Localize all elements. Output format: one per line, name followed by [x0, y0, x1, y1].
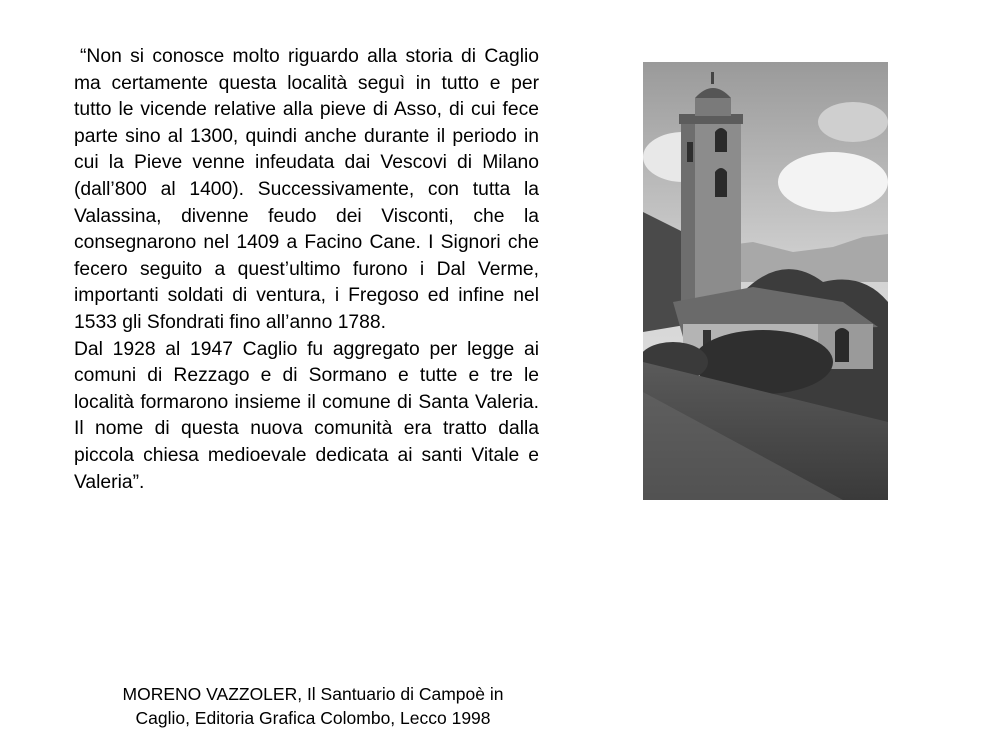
citation-line-2: Caglio, Editoria Grafica Colombo, Lecco 1998: [135, 708, 491, 728]
citation: [74, 682, 552, 730]
tower-window: [715, 168, 727, 197]
cloud: [818, 102, 888, 142]
tower-cross: [711, 72, 714, 84]
church-photo: [643, 62, 888, 500]
church-illustration: [643, 62, 888, 500]
tower-lantern: [695, 98, 731, 116]
tower-window: [687, 142, 693, 162]
cloud: [778, 152, 888, 212]
quote-paragraph-2: Dal 1928 al 1947 Caglio fu aggregato per legge ai comuni di Rezzago e di Sormano e tutte e tre le località formarono insieme il comune di Santa Valeria. Il nome di questa nuova comunità era tratto dalla piccola chiesa medioevale dedicata ai santi Vitale e Valeria”.: [74, 338, 539, 493]
citation-line-1: MORENO VAZZOLER, Il Santuario di Campoè in: [122, 684, 504, 704]
tower-window: [715, 128, 727, 152]
church-door: [835, 328, 849, 362]
quote-text: [74, 44, 539, 496]
quote-paragraph-1: “Non si conosce molto riguardo alla storia di Caglio ma certamente questa località seguì in tutto e per tutto le vicende relative alla pieve di Asso, di cui fece parte sino al 1300, quindi anche durante il periodo in cui la Pieve venne infeudata dai Vescovi di Milano (dall’800 al 1400). Successivamente, con tutta la Valassina, divenne feudo dei Visconti, che la consegnarono nel 1409 a Facino Cane. I Signori che fecero seguito a quest’ultimo furono i Dal Verme, importanti soldati di ventura, i Fregoso ed infine nel 1533 gli Sfondrati fino all’anno 1788.: [74, 46, 539, 333]
